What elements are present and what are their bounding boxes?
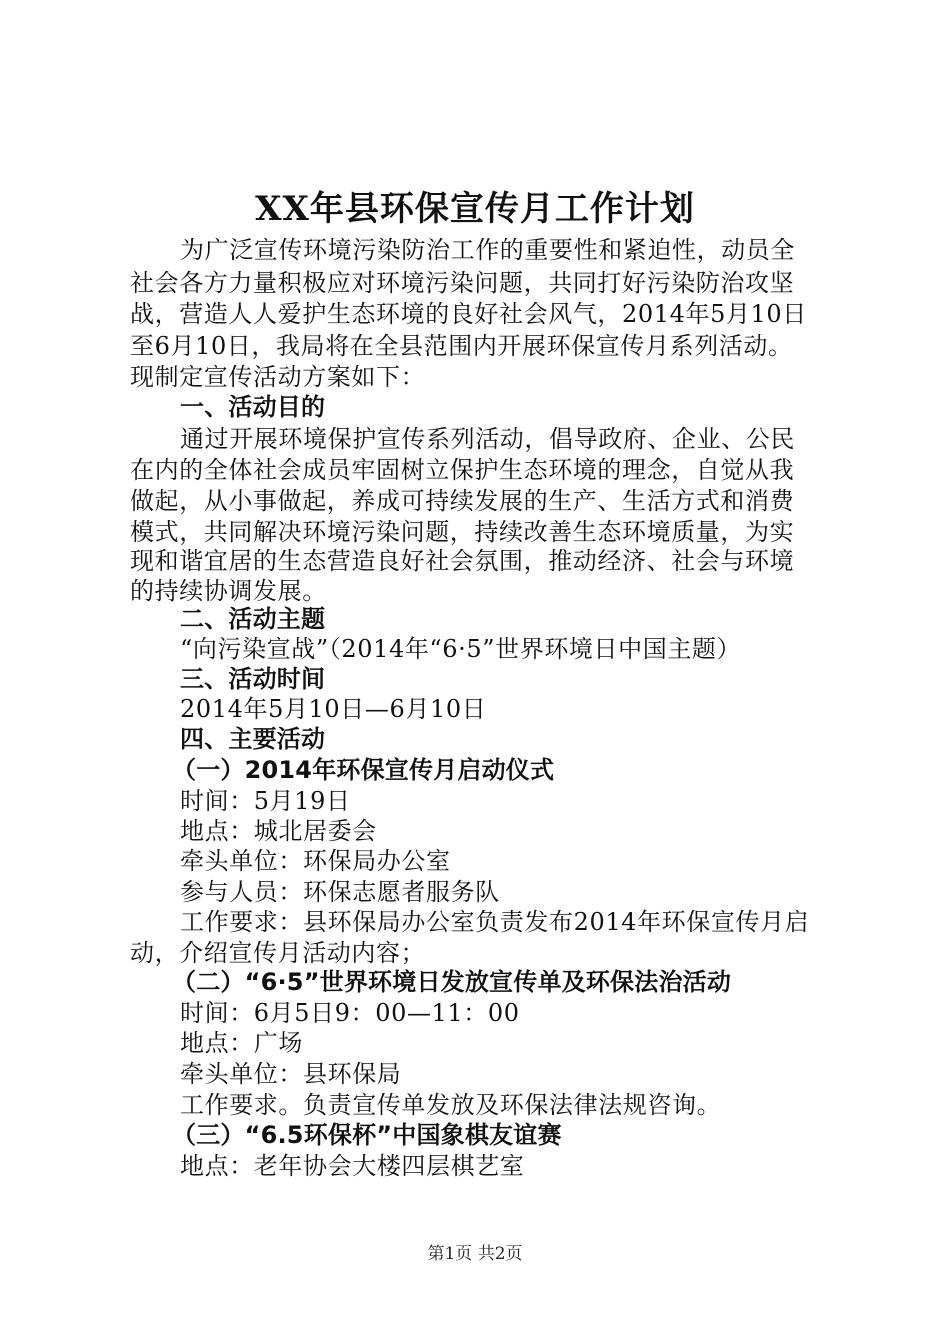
paragraph-line: 现和谐宜居的生态营造良好社会氛围，推动经济、社会与环境 (130, 547, 795, 575)
paragraph-line: 的持续协调发展。 (130, 577, 327, 605)
paragraph-line: 战，营造人人爱护生态环境的良好社会风气，2014年5月10日 (130, 300, 807, 328)
subsection-heading: （三）“6.5环保杯”中国象棋友谊赛 (172, 1121, 562, 1149)
paragraph-line: “向污染宣战”（2014年“6·5”世界环境日中国主题） (180, 635, 742, 663)
paragraph-line: 牵头单位：环保局办公室 (180, 847, 451, 875)
paragraph-line: 地点：老年协会大楼四层棋艺室 (180, 1152, 525, 1180)
paragraph-line: 2014年5月10日—6月10日 (180, 695, 487, 723)
paragraph-line: 通过开展环境保护宣传系列活动，倡导政府、企业、公民 (180, 425, 795, 453)
paragraph-line: 地点：城北居委会 (180, 817, 377, 845)
paragraph-line: 牵头单位：县环保局 (180, 1060, 402, 1088)
paragraph-line: 至6月10日，我局将在全县范围内开展环保宣传月系列活动。 (130, 332, 793, 360)
paragraph-line: 工作要求：县环保局办公室负责发布2014年环保宣传月启 (180, 908, 810, 936)
paragraph-line: 在内的全体社会成员牢固树立保护生态环境的理念，自觉从我 (130, 456, 795, 484)
section-heading: 一、活动目的 (180, 393, 326, 421)
paragraph-line: 为广泛宣传环境污染防治工作的重要性和紧迫性，动员全 (180, 236, 795, 264)
paragraph-line: 参与人员：环保志愿者服务队 (180, 878, 500, 906)
document-title: XX年县环保宣传月工作计划 (255, 189, 695, 229)
section-heading: 三、活动时间 (180, 665, 326, 693)
paragraph-line: 时间：5月19日 (180, 787, 351, 815)
paragraph-line: 动，介绍宣传月活动内容； (130, 939, 426, 967)
paragraph-line: 工作要求。负责宣传单发放及环保法律法规咨询。 (180, 1091, 722, 1119)
paragraph-line: 社会各方力量积极应对环境污染问题，共同打好污染防治攻坚 (130, 269, 795, 297)
paragraph-line: 时间：6月5日9：00—11：00 (180, 999, 520, 1027)
subsection-heading: （二）“6·5”世界环境日发放宣传单及环保法治活动 (172, 968, 732, 996)
section-heading: 二、活动主题 (180, 605, 326, 633)
paragraph-line: 模式，共同解决环境污染问题，持续改善生态环境质量，为实 (130, 518, 795, 546)
section-heading: 四、主要活动 (180, 725, 326, 753)
subsection-heading: （一）2014年环保宣传月启动仪式 (172, 756, 555, 784)
paragraph-line: 地点：广场 (180, 1029, 303, 1057)
page-footer: 第1页 共2页 (427, 1244, 523, 1264)
paragraph-line: 做起，从小事做起，养成可持续发展的生产、生活方式和消费 (130, 487, 795, 515)
paragraph-line: 现制定宣传活动方案如下： (130, 363, 426, 391)
